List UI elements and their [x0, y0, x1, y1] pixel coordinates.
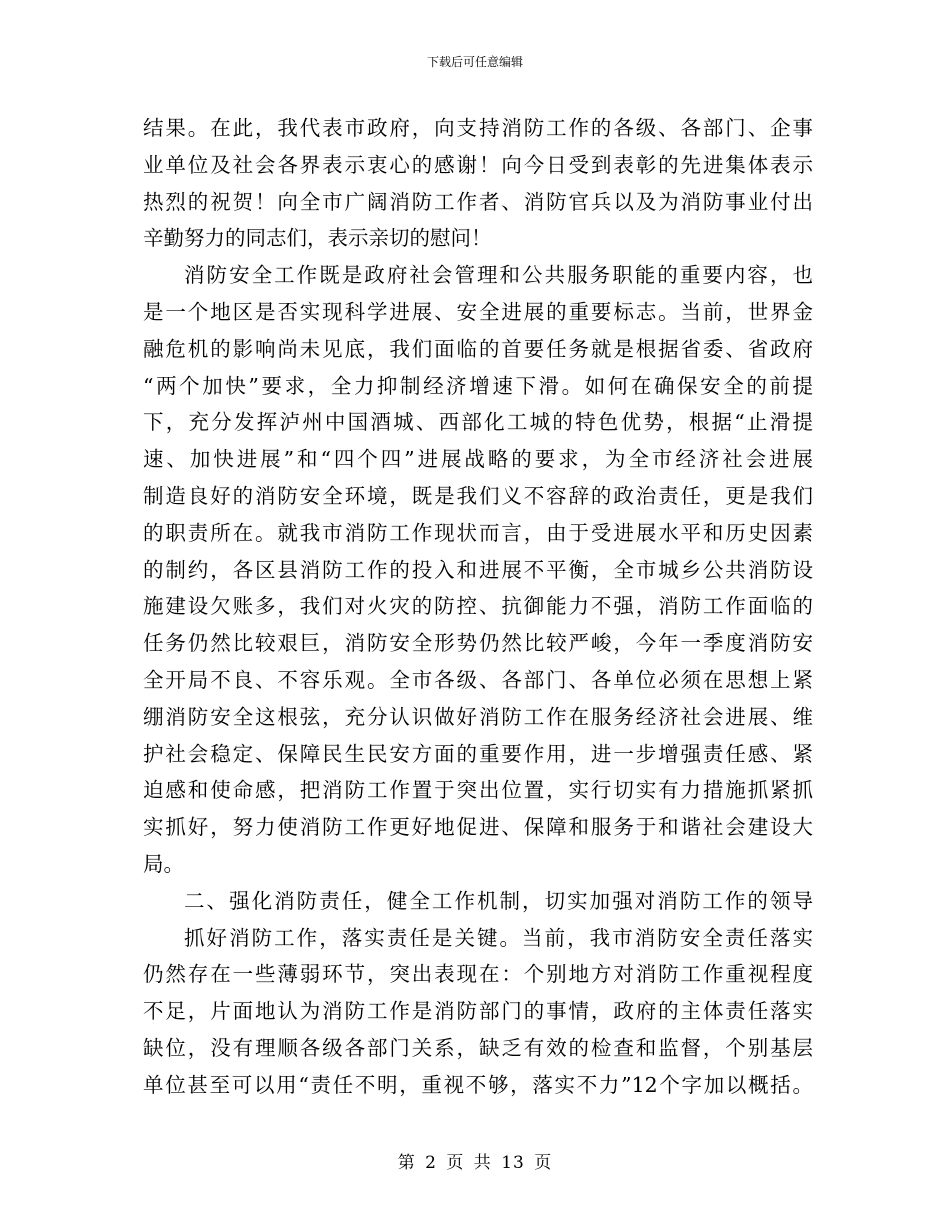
- text-line: “两个加快”要求，全力抑制经济增速下滑。如何在确保安全的前提: [143, 373, 813, 398]
- text-line: 全开局不良、不容乐观。全市各级、各部门、各单位必须在思想上紧: [143, 667, 813, 692]
- text-line: 辛勤努力的同志们，表示亲切的慰问！: [143, 226, 492, 251]
- text-line: 不足，片面地认为消防工作是消防部门的事情，政府的主体责任落实: [143, 999, 813, 1024]
- text-line: 结果。在此，我代表市政府，向支持消防工作的各级、各部门、企事: [143, 116, 813, 140]
- text-line: 绷消防安全这根弦，充分认识做好消防工作在服务经济社会进展、维: [143, 704, 813, 729]
- text-line: 制造良好的消防安全环境，既是我们义不容辞的政治责任，更是我们: [143, 483, 813, 508]
- text-line: 施建设欠账多，我们对火灾的防控、抗御能力不强，消防工作面临的: [143, 594, 813, 619]
- text-line: 抓好消防工作，落实责任是关键。当前，我市消防安全责任落实: [184, 925, 813, 950]
- page-header: 下载后可任意编辑: [426, 55, 523, 69]
- text-line: 实抓好，努力使消防工作更好地促进、保障和服务于和谐社会建设大: [143, 815, 813, 840]
- page-footer: 第 2 页 共 13 页: [397, 1153, 553, 1173]
- text-line: 速、加快进展”和“四个四”进展战略的要求，为全市经济社会进展: [143, 447, 813, 472]
- text-line: 仍然存在一些薄弱环节，突出表现在：个别地方对消防工作重视程度: [143, 962, 813, 987]
- text-line: 任务仍然比较艰巨，消防安全形势仍然比较严峻，今年一季度消防安: [143, 631, 813, 656]
- text-line: 业单位及社会各界表示衷心的感谢！向今日受到表彰的先进集体表示: [143, 152, 813, 177]
- text-line: 迫感和使命感，把消防工作置于突出位置，实行切实有力措施抓紧抓: [143, 778, 813, 803]
- text-line: 热烈的祝贺！向全市广阔消防工作者、消防官兵以及为消防事业付出: [143, 189, 813, 214]
- document-body: [143, 110, 813, 1104]
- text-line: 消防安全工作既是政府社会管理和公共服务职能的重要内容，也: [184, 263, 813, 288]
- text-line: 是一个地区是否实现科学进展、安全进展的重要标志。当前，世界金: [143, 299, 813, 324]
- text-line: 二、强化消防责任，健全工作机制，切实加强对消防工作的领导: [184, 888, 813, 913]
- text-line: 单位甚至可以用“责任不明，重视不够，落实不力”12个字加以概括。: [143, 1072, 813, 1097]
- text-line: 的职责所在。就我市消防工作现状而言，由于受进展水平和历史因素: [143, 520, 813, 545]
- text-line: 融危机的影响尚未见底，我们面临的首要任务就是根据省委、省政府: [143, 336, 813, 361]
- text-line: 缺位，没有理顺各级各部门关系，缺乏有效的检查和监督，个别基层: [143, 1035, 813, 1060]
- text-line: 的制约，各区县消防工作的投入和进展不平衡，全市城乡公共消防设: [143, 557, 813, 582]
- text-line: 护社会稳定、保障民生民安方面的重要作用，进一步增强责任感、紧: [143, 741, 813, 766]
- text-line: 下，充分发挥泸州中国酒城、西部化工城的特色优势，根据“止滑提: [143, 410, 813, 435]
- text-line: 局。: [143, 851, 184, 876]
